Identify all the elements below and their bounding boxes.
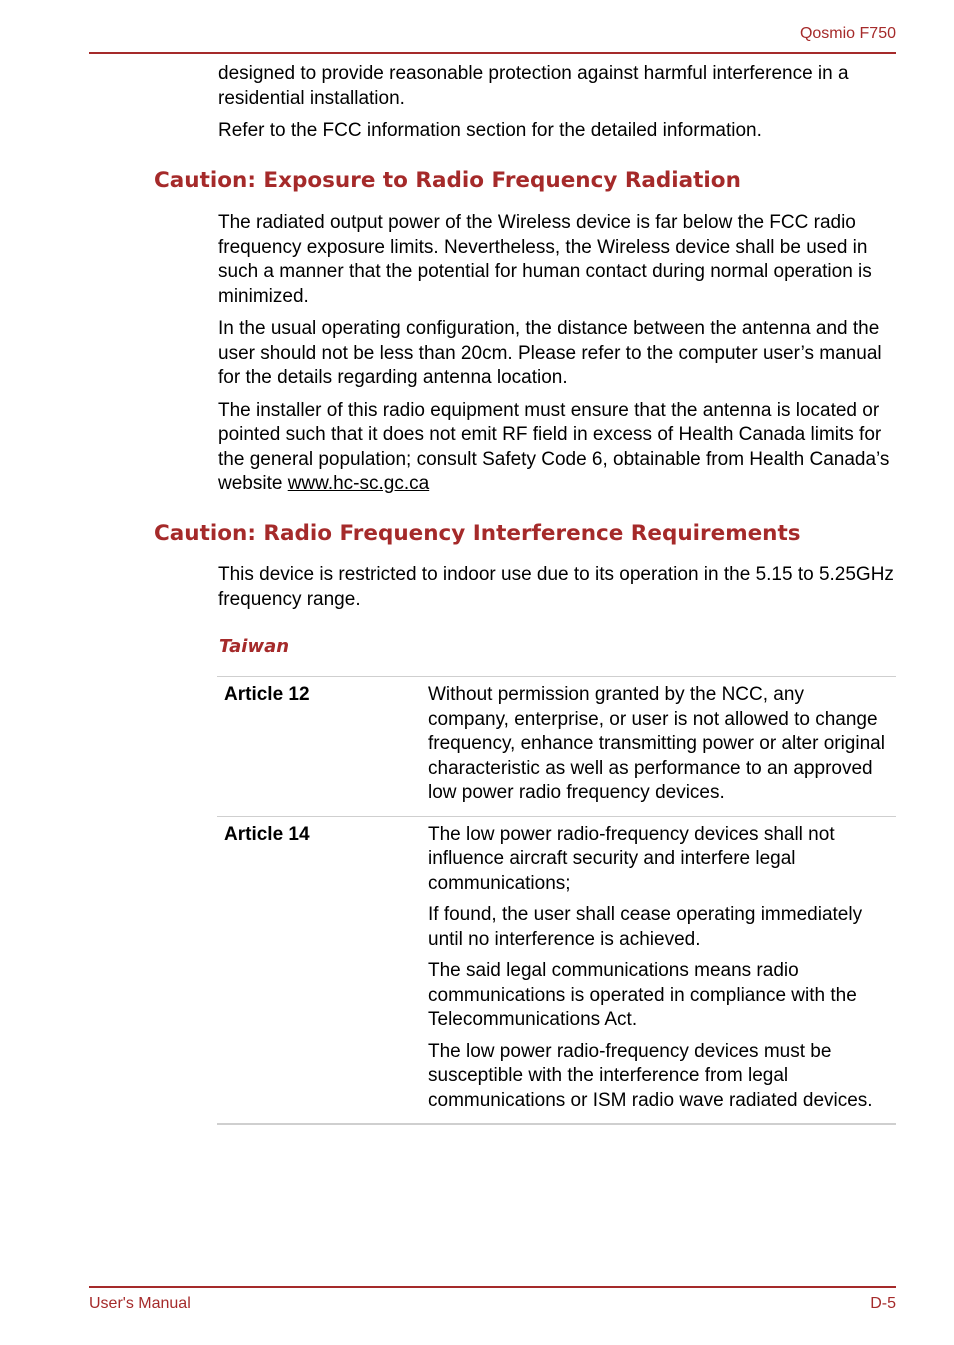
section-heading-rf-exposure: Caution: Exposure to Radio Frequency Radiation [154, 168, 741, 193]
rf-interference-paragraph: This device is restricted to indoor use due to its operation in the 5.15 to 5.25GHz frequency range. [218, 564, 894, 610]
article-paragraph: The said legal communications means radio communications is operated in compliance with the Telecommunications Act. [428, 960, 857, 1030]
rf-exposure-block [218, 211, 898, 497]
rf-exposure-paragraph-installer [218, 399, 898, 497]
installer-text: The installer of this radio equipment must ensure that the antenna is located or pointed such that it does not emit RF field in excess of Health Canada limits for the general population; consult Safety Code 6, obtainable from Health Canada’s website [218, 399, 890, 494]
intro-paragraph: designed to provide reasonable protection against harmful interference in a residential installation. [218, 63, 849, 109]
article-paragraph: If found, the user shall cease operating immediately until no interference is achieved. [428, 904, 863, 950]
article-text [421, 677, 896, 817]
running-header-product: Qosmio F750 [799, 25, 896, 42]
article-label: Article 12 [224, 684, 310, 705]
footer-page-number: D-5 [870, 1295, 896, 1312]
article-paragraph: Without permission granted by the NCC, any company, enterprise, or user is not allowed to change frequency, enhance transmitting power or alter original characteristic as well as performance to an approved low power radio frequency devices. [428, 684, 885, 803]
article-paragraph: The low power radio-frequency devices shall not influence aircraft security and interfere legal communications; [428, 823, 835, 894]
intro-paragraph: Refer to the FCC information section for the detailed information. [218, 120, 762, 141]
article-text [421, 816, 896, 1124]
taiwan-subheading: Taiwan [219, 636, 290, 657]
article-label: Article 14 [224, 823, 310, 845]
footer-manual-title: User's Manual [89, 1295, 191, 1312]
header-divider [89, 52, 896, 54]
rf-exposure-paragraph: In the usual operating configuration, the distance between the antenna and the user should not be less than 20cm. Please refer to the computer user’s manual for the details regarding antenna location. [218, 318, 882, 388]
rf-exposure-paragraph: The radiated output power of the Wireless device is far below the FCC radio frequency exposure limits. Nevertheless, the Wireless device shall be used in such a manner that the potential for human contact during normal operation is minimized. [218, 212, 872, 307]
article-paragraph: The low power radio-frequency devices must be susceptible with the interference from legal communications or ISM radio wave radiated devices. [428, 1040, 873, 1111]
intro-block [218, 62, 898, 144]
rf-interference-block [218, 563, 898, 612]
section-heading-rf-interference: Caution: Radio Frequency Interference Requirements [154, 521, 801, 546]
taiwan-articles-table [217, 676, 896, 1125]
footer-divider [89, 1286, 896, 1288]
health-canada-link[interactable]: www.hc-sc.gc.ca [287, 473, 430, 494]
table-row [217, 816, 896, 1124]
table-row [217, 677, 896, 817]
